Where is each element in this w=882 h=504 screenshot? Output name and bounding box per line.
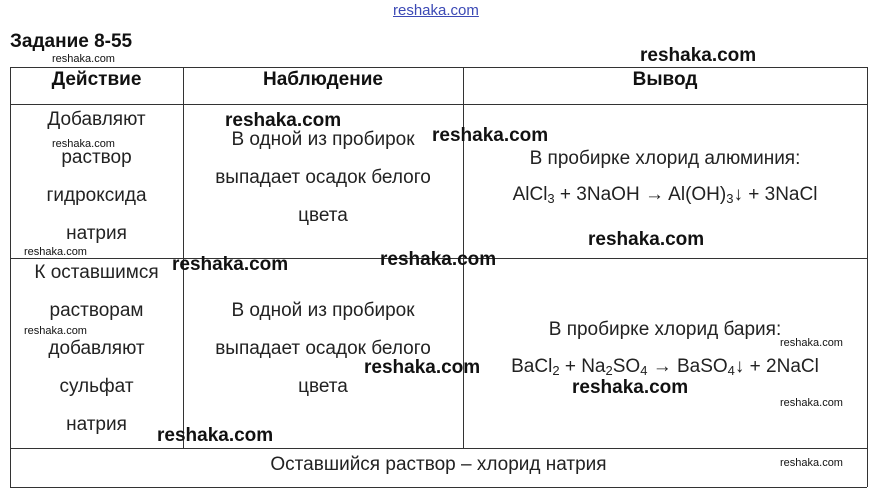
watermark: reshaka.com	[780, 337, 843, 349]
watermark: reshaka.com	[432, 125, 549, 146]
watermark: reshaka.com	[780, 397, 843, 409]
row2-action-line: К оставшимся	[34, 262, 159, 283]
eq1-sub: 3	[726, 191, 734, 206]
row1-conclusion: В пробирке хлорид алюминия:	[529, 148, 801, 169]
row2-conclusion: В пробирке хлорид бария:	[548, 319, 782, 340]
watermark: reshaka.com	[52, 53, 115, 65]
row2-action	[10, 254, 183, 444]
row1-observation-line: цвета	[298, 205, 348, 226]
watermark-link-top[interactable]: reshaka.com	[393, 2, 479, 19]
eq2-sub: 4	[727, 363, 735, 378]
eq2-part: + Na	[559, 356, 606, 377]
header-observation: Наблюдение	[263, 69, 383, 90]
eq1-part: ↓ + 3NaCl	[733, 184, 818, 205]
header-conclusion: Вывод	[632, 69, 698, 90]
row1-action-line: гидроксида	[46, 185, 147, 206]
header-action: Действие	[51, 69, 142, 90]
watermark: reshaka.com	[157, 425, 274, 446]
row1-observation	[183, 121, 463, 235]
eq2-part: ↓ + 2NaCl	[734, 356, 819, 377]
watermark: reshaka.com	[172, 254, 289, 275]
watermark: reshaka.com	[364, 357, 481, 378]
watermark: reshaka.com	[24, 325, 87, 337]
watermark: reshaka.com	[640, 45, 757, 66]
row2-action-line: добавляют	[48, 338, 145, 359]
watermark: reshaka.com	[380, 249, 497, 270]
footer-conclusion: Оставшийся раствор – хлорид натрия	[270, 454, 607, 475]
eq1-sub: 3	[547, 191, 555, 206]
eq2-sub: 2	[605, 363, 613, 378]
row2-observation-line: В одной из пробирок	[231, 300, 415, 321]
row1-equation	[463, 184, 867, 206]
row1-action-line: натрия	[66, 223, 127, 244]
watermark: reshaka.com	[52, 138, 115, 150]
eq2-sub: 2	[552, 363, 560, 378]
row2-equation	[463, 356, 867, 378]
row1-action-line: раствор	[61, 147, 132, 168]
eq1-part: + 3NaOH → Al(OH)	[554, 184, 727, 205]
watermark: reshaka.com	[225, 110, 342, 131]
row2-action-line: растворам	[49, 300, 144, 321]
row1-action	[10, 101, 183, 253]
row2-observation-line: выпадает осадок белого	[215, 338, 431, 359]
task-title: Задание 8-55	[10, 31, 133, 52]
eq2-sub: 4	[640, 363, 648, 378]
row2-observation-line: цвета	[298, 376, 348, 397]
watermark: reshaka.com	[780, 457, 843, 469]
row1-observation-line: выпадает осадок белого	[215, 167, 431, 188]
row2-action-line: натрия	[66, 414, 127, 435]
eq1-reactant: AlCl	[512, 184, 548, 205]
row2-action-line: сульфат	[59, 376, 134, 397]
watermark: reshaka.com	[572, 377, 689, 398]
watermark: reshaka.com	[588, 229, 705, 250]
eq2-reactant: BaCl	[511, 356, 553, 377]
eq2-part: SO	[612, 356, 641, 377]
eq2-part: → BaSO	[647, 356, 728, 377]
row2-observation	[183, 292, 463, 406]
row1-observation-line: В одной из пробирок	[231, 129, 415, 150]
row1-action-line: Добавляют	[47, 109, 146, 130]
watermark: reshaka.com	[24, 246, 87, 258]
